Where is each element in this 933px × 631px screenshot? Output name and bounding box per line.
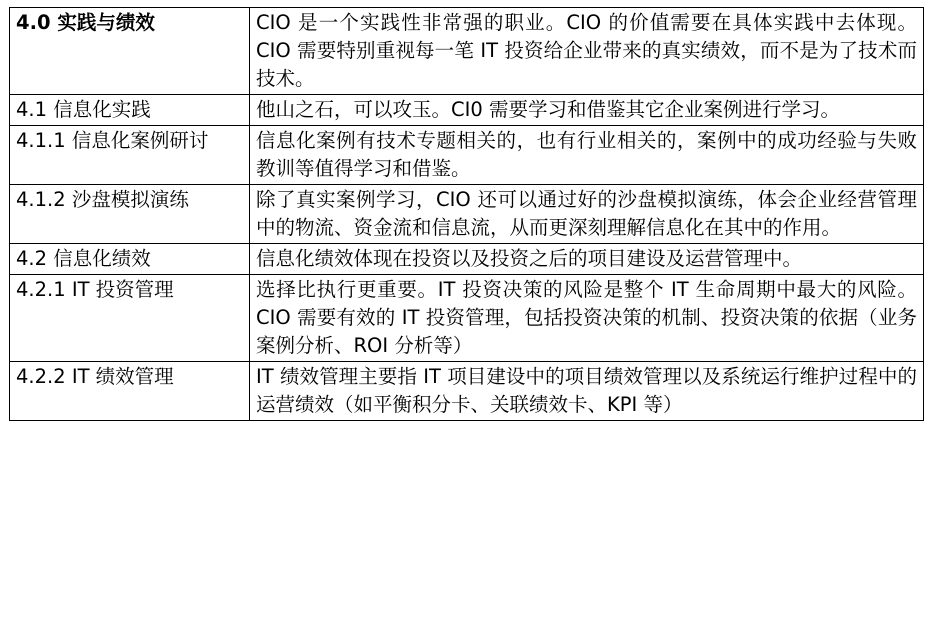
section-heading: 4.0 实践与绩效 [10, 8, 250, 95]
section-heading: 4.1 信息化实践 [10, 95, 250, 126]
table-row [10, 275, 924, 362]
content-table [9, 7, 924, 421]
section-description: CIO 是一个实践性非常强的职业。CIO 的价值需要在具体实践中去体现。CIO 需要特别重视每一笔 IT 投资给企业带来的真实绩效，而不是为了技术而技术。 [250, 8, 924, 95]
section-description: IT 绩效管理主要指 IT 项目建设中的项目绩效管理以及系统运行维护过程中的运营绩效（如平衡积分卡、关联绩效卡、KPI 等） [250, 362, 924, 421]
table-row [10, 362, 924, 421]
section-description: 他山之石，可以攻玉。CI0 需要学习和借鉴其它企业案例进行学习。 [250, 95, 924, 126]
section-heading: 4.2.2 IT 绩效管理 [10, 362, 250, 421]
table-row [10, 244, 924, 275]
section-heading: 4.2.1 IT 投资管理 [10, 275, 250, 362]
table-row [10, 185, 924, 244]
section-description: 信息化案例有技术专题相关的，也有行业相关的，案例中的成功经验与失败教训等值得学习和借鉴。 [250, 126, 924, 185]
section-heading: 4.1.2 沙盘模拟演练 [10, 185, 250, 244]
section-heading: 4.1.1 信息化案例研讨 [10, 126, 250, 185]
table-row [10, 126, 924, 185]
table-row [10, 8, 924, 95]
section-description: 信息化绩效体现在投资以及投资之后的项目建设及运营管理中。 [250, 244, 924, 275]
section-description: 选择比执行更重要。IT 投资决策的风险是整个 IT 生命周期中最大的风险。CIO 需要有效的 IT 投资管理，包括投资决策的机制、投资决策的依据（业务案例分析、ROI 分析等） [250, 275, 924, 362]
section-heading: 4.2 信息化绩效 [10, 244, 250, 275]
table-row [10, 95, 924, 126]
section-description: 除了真实案例学习，CIO 还可以通过好的沙盘模拟演练，体会企业经营管理中的物流、资金流和信息流，从而更深刻理解信息化在其中的作用。 [250, 185, 924, 244]
